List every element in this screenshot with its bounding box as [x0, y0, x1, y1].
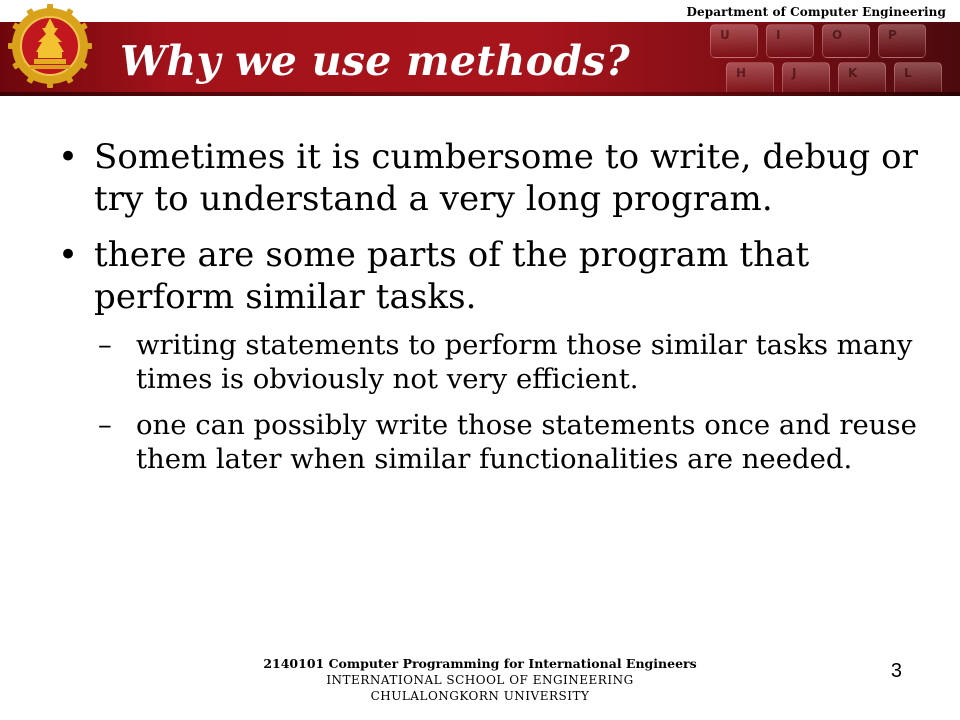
- sub-bullet-item: [98, 328, 938, 396]
- bullet-marker: •: [58, 235, 79, 275]
- sub-bullet-marker: –: [98, 329, 112, 361]
- key-cap: U: [710, 24, 758, 58]
- footer-university-text: CHULALONGKORN UNIVERSITY: [370, 689, 590, 703]
- key-cap: J: [782, 62, 830, 96]
- bullet-item: [58, 136, 938, 220]
- sub-bullet-text: one can possibly write those statements once and reuse them later when similar functionalities are needed.: [136, 409, 917, 475]
- department-label: Department of Computer Engineering: [686, 5, 946, 19]
- sub-bullet-text: writing statements to perform those similar tasks many times is obviously not very efficient.: [136, 329, 913, 395]
- sub-bullet-marker: –: [98, 409, 112, 441]
- footer-university: [0, 689, 960, 703]
- key-cap: K: [838, 62, 886, 96]
- bullet-text: Sometimes it is cumbersome to write, debug or try to understand a very long program.: [94, 137, 919, 219]
- bullet-item: [58, 234, 938, 318]
- keyboard-image: [680, 22, 960, 96]
- slide-title: Why we use methods?: [120, 37, 630, 85]
- bullet-marker: •: [58, 137, 79, 177]
- bullet-text: there are some parts of the program that perform similar tasks.: [94, 235, 810, 317]
- key-cap: H: [726, 62, 774, 96]
- bullet-list: [58, 136, 938, 488]
- key-cap: P: [878, 24, 926, 58]
- key-cap: L: [894, 62, 942, 96]
- university-logo-icon: [8, 4, 92, 88]
- footer-school-text: INTERNATIONAL SCHOOL OF ENGINEERING: [326, 673, 634, 687]
- footer-course: 2140101 Computer Programming for International Engineers: [263, 656, 697, 671]
- key-cap: O: [822, 24, 870, 58]
- footer-school: [0, 673, 960, 687]
- page-number: 3: [890, 660, 902, 682]
- sub-bullet-item: [98, 408, 938, 476]
- key-cap: I: [766, 24, 814, 58]
- title-banner: [0, 22, 960, 96]
